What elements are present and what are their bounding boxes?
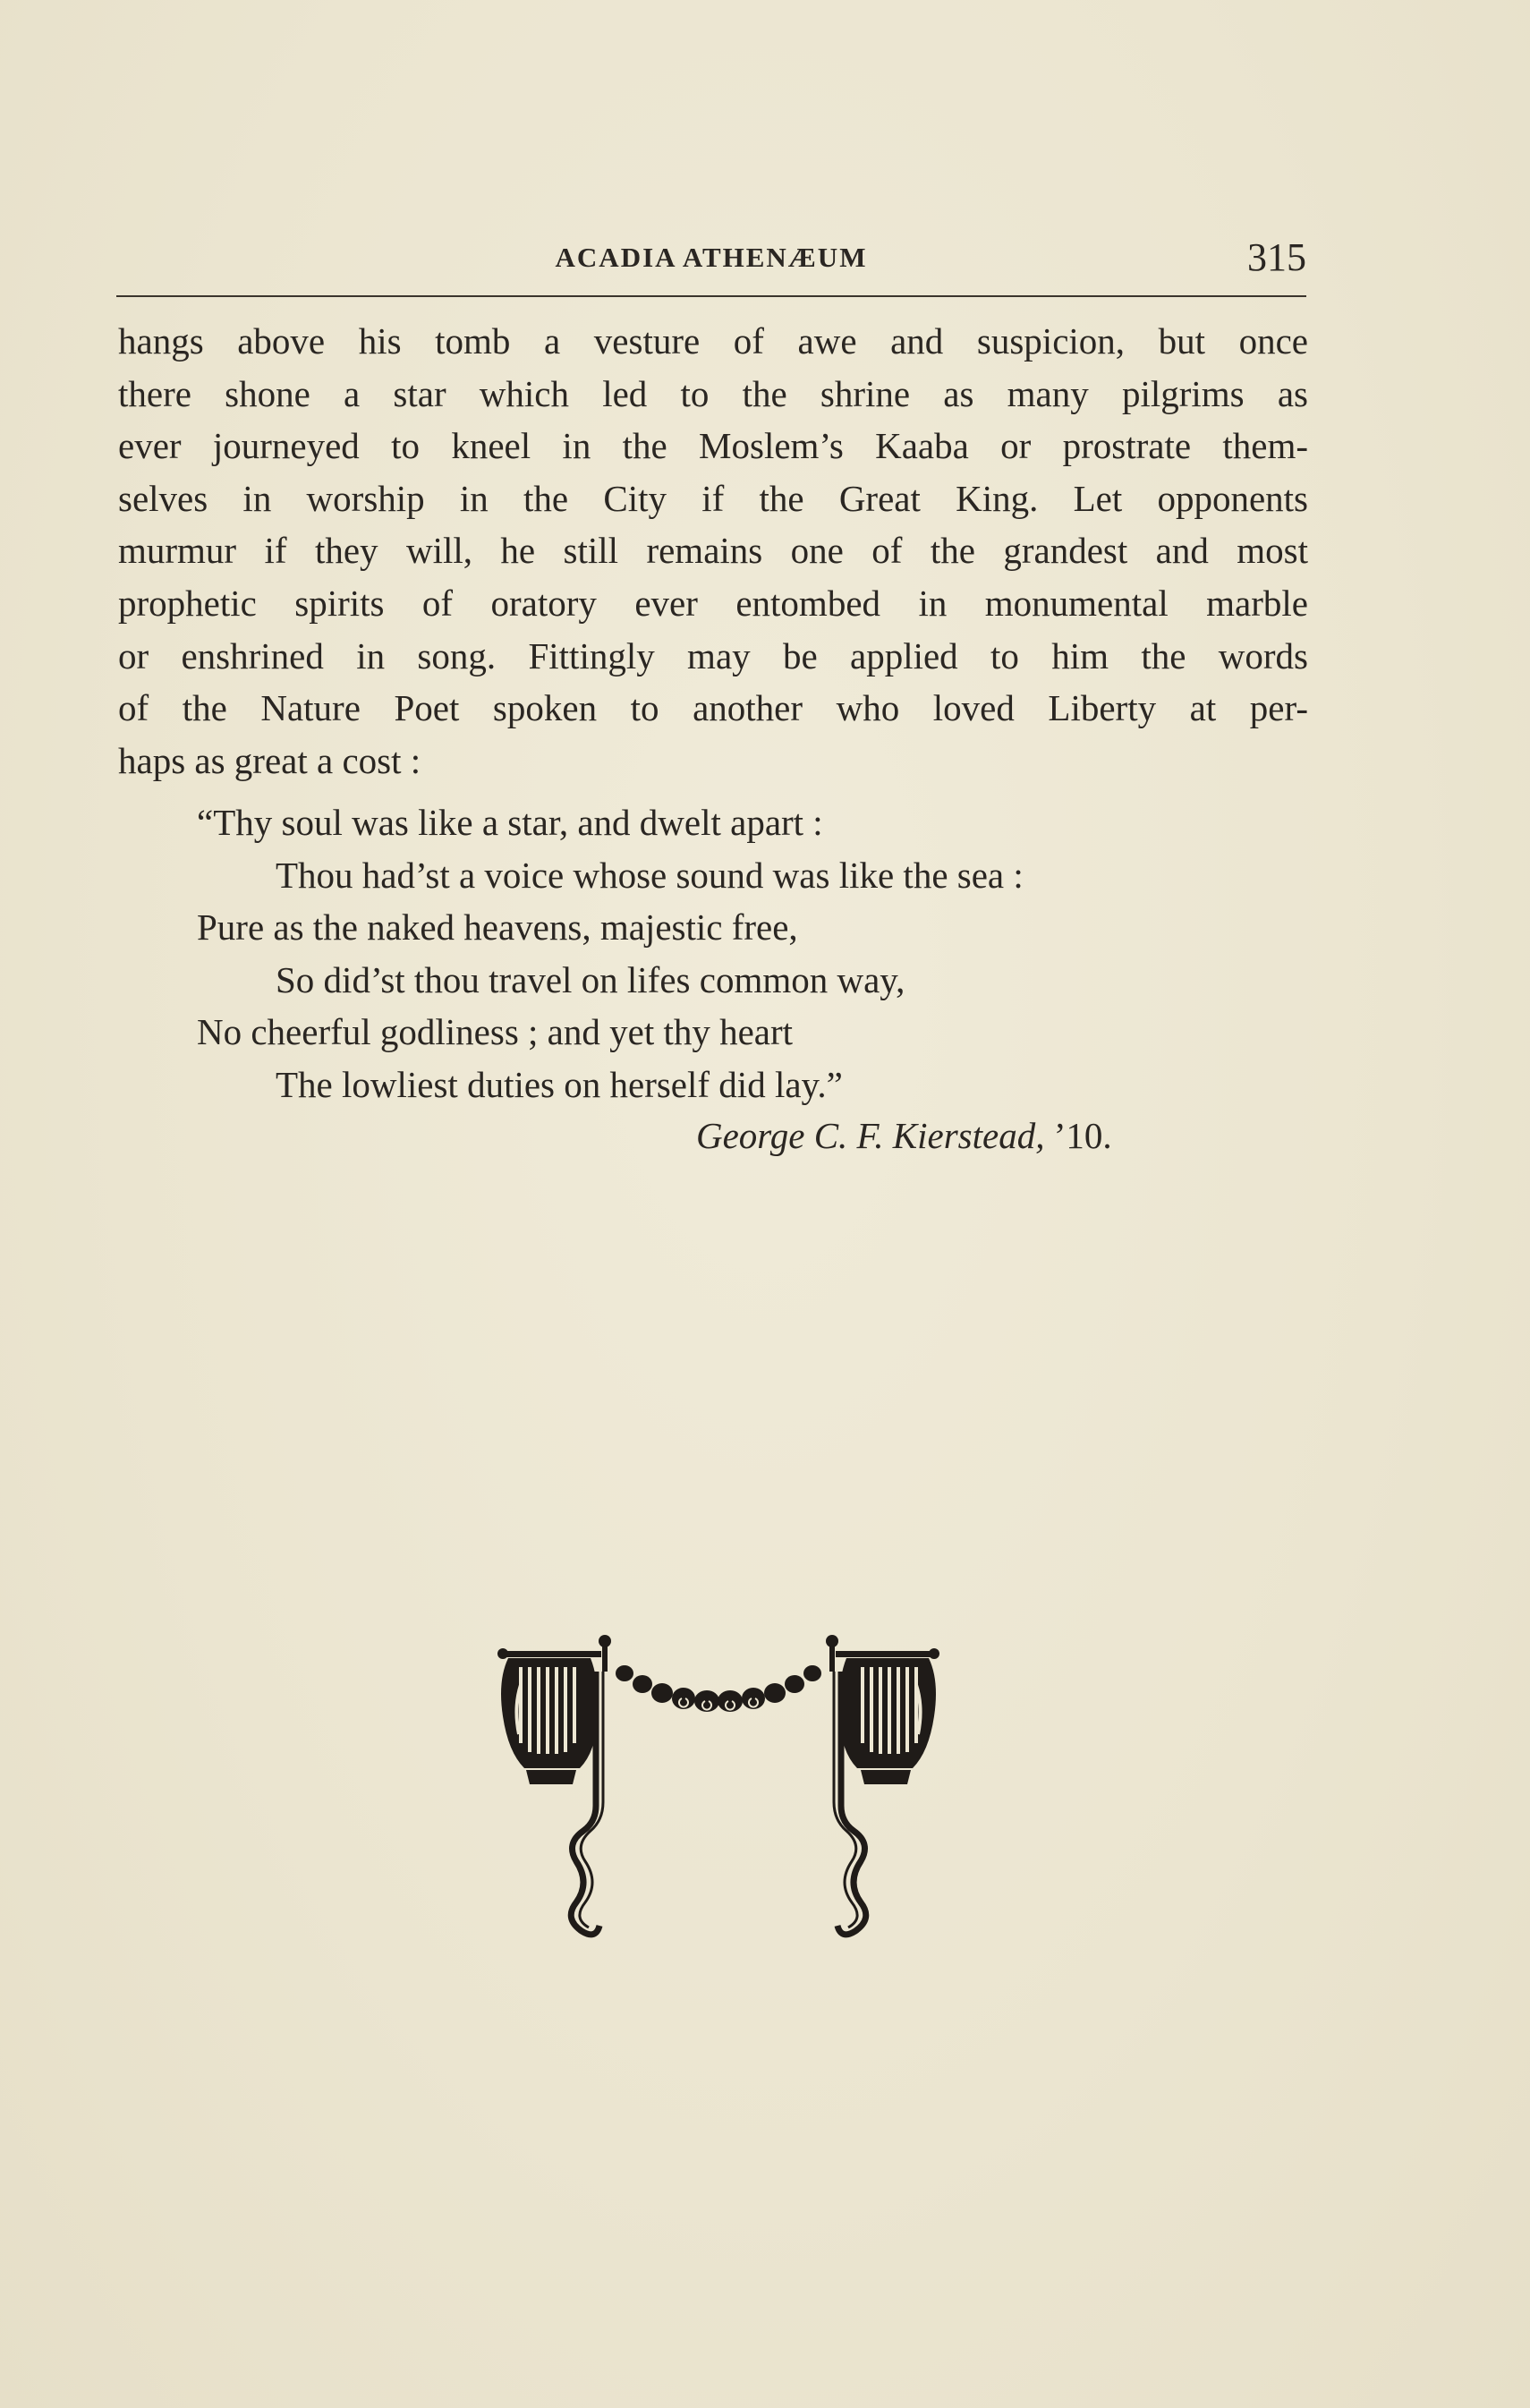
paragraph-line: of the Nature Poet spoken to another who loved Liberty at per- [118, 687, 1308, 729]
verse-line: Pure as the naked heavens, majestic free, [197, 906, 798, 949]
paragraph-line: hangs above his tomb a vesture of awe and suspicion, but once [118, 320, 1308, 362]
paragraph-line: or enshrined in song. Fittingly may be applied to him the words [118, 634, 1308, 676]
garland-chain-icon [616, 1665, 821, 1712]
verse-line: So did’st thou travel on lifes common way, [276, 958, 905, 1000]
running-head [116, 234, 1306, 288]
author-attribution [696, 1114, 1112, 1157]
verse-quotation [118, 796, 1308, 1111]
verse-line: The lowliest duties on herself did lay.” [276, 1063, 843, 1105]
verse-line: “Thy soul was like a star, and dwelt apart : [197, 802, 823, 843]
body-paragraph [118, 315, 1308, 787]
verse-line: Thou had’st a voice whose sound was like the sea : [276, 854, 1024, 896]
lyres-with-garland-ornament-icon [490, 1618, 947, 1958]
paragraph-line: murmur if they will, he still remains one of the grandest and most [118, 530, 1308, 572]
page-number: 315 [1247, 235, 1306, 279]
verse-line: No cheerful godliness ; and yet thy heart [197, 1011, 794, 1053]
paragraph-line: haps as great a cost : [118, 739, 421, 781]
paragraph-line: there shone a star which led to the shrine as many pilgrims as [118, 372, 1308, 414]
paragraph-line: ever journeyed to kneel in the Moslem’s Kaaba or prostrate them- [118, 425, 1308, 467]
author-name: George C. F. Kierstead, [696, 1115, 1045, 1156]
header-rule [116, 295, 1306, 297]
paragraph-line: selves in worship in the City if the Great King. Let opponents [118, 477, 1308, 519]
class-year: ’10. [1044, 1115, 1112, 1156]
running-title: ACADIA ATHENÆUM [555, 242, 868, 273]
paragraph-line: prophetic spirits of oratory ever entombed in monumental marble [118, 582, 1308, 624]
